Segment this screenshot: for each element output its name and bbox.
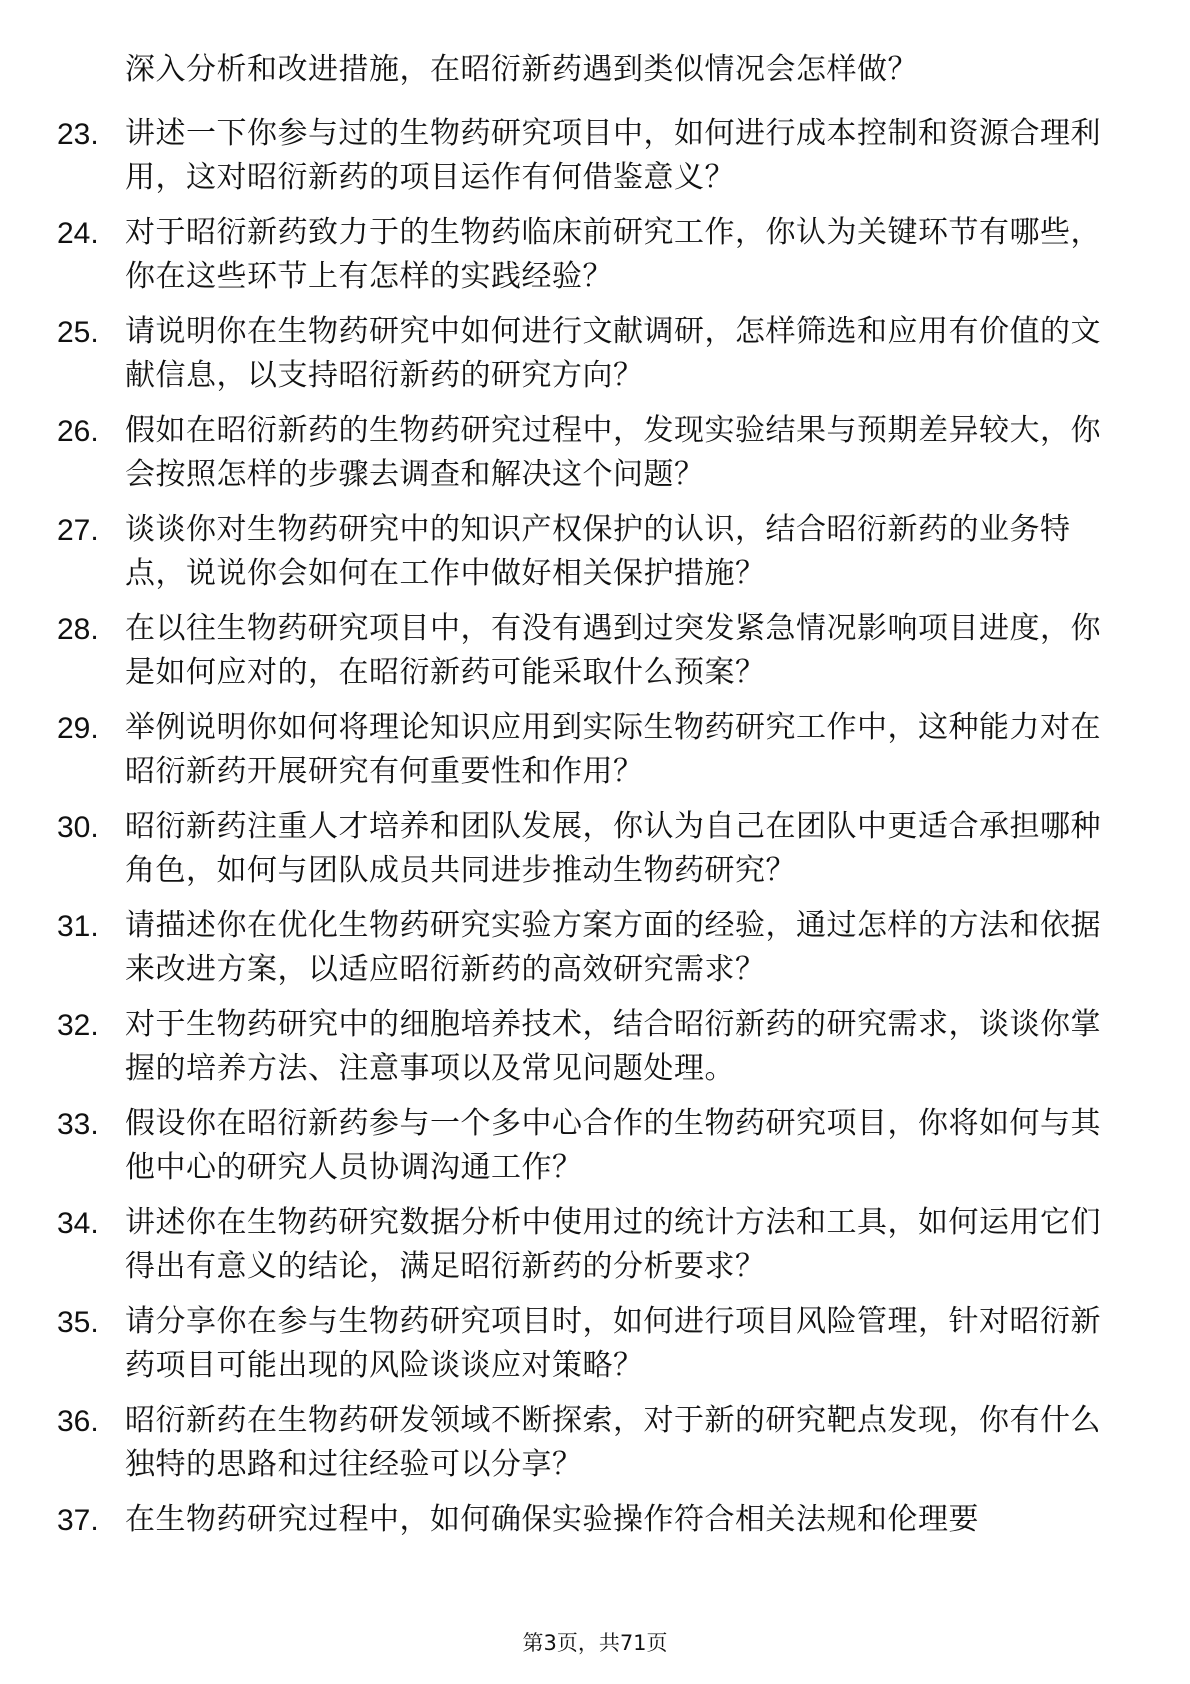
question-item <box>57 112 1117 211</box>
question-text: 在生物药研究过程中，如何确保实验操作符合相关法规和伦理要 <box>125 1502 979 1537</box>
question-number: 28. <box>57 613 99 646</box>
question-text: 讲述一下你参与过的生物药研究项目中，如何进行成本控制和资源合理利用，这对昭衍新药的项目运作有何借鉴意义？ <box>125 116 1101 195</box>
question-item <box>57 1003 1117 1102</box>
question-item <box>57 409 1117 508</box>
question-item <box>57 1399 1117 1498</box>
question-item <box>57 211 1117 310</box>
question-number: 37. <box>57 1504 99 1537</box>
question-item <box>57 706 1117 805</box>
question-item <box>57 904 1117 1003</box>
question-text: 昭衍新药注重人才培养和团队发展，你认为自己在团队中更适合承担哪种角色，如何与团队成员共同进步推动生物药研究？ <box>125 809 1101 888</box>
question-text: 谈谈你对生物药研究中的知识产权保护的认识，结合昭衍新药的业务特点，说说你会如何在工作中做好相关保护措施？ <box>125 512 1071 591</box>
question-text: 在以往生物药研究项目中，有没有遇到过突发紧急情况影响项目进度，你是如何应对的，在昭衍新药可能采取什么预案？ <box>125 611 1101 690</box>
question-item <box>57 1300 1117 1399</box>
question-text: 假设你在昭衍新药参与一个多中心合作的生物药研究项目，你将如何与其他中心的研究人员协调沟通工作？ <box>125 1106 1101 1185</box>
question-item <box>57 805 1117 904</box>
question-text: 讲述你在生物药研究数据分析中使用过的统计方法和工具，如何运用它们得出有意义的结论，满足昭衍新药的分析要求？ <box>125 1205 1101 1284</box>
question-text: 请说明你在生物药研究中如何进行文献调研，怎样筛选和应用有价值的文献信息，以支持昭衍新药的研究方向？ <box>125 314 1101 393</box>
question-item <box>57 1102 1117 1201</box>
question-list <box>57 112 1117 1597</box>
question-text: 请描述你在优化生物药研究实验方案方面的经验，通过怎样的方法和依据来改进方案，以适应昭衍新药的高效研究需求？ <box>125 908 1101 987</box>
question-number: 31. <box>57 910 99 943</box>
question-number: 23. <box>57 118 99 151</box>
question-text: 对于昭衍新药致力于的生物药临床前研究工作，你认为关键环节有哪些，你在这些环节上有怎样的实践经验？ <box>125 215 1101 294</box>
question-number: 35. <box>57 1306 99 1339</box>
question-text: 举例说明你如何将理论知识应用到实际生物药研究工作中，这种能力对在昭衍新药开展研究有何重要性和作用？ <box>125 710 1101 789</box>
question-number: 29. <box>57 712 99 745</box>
question-item <box>57 607 1117 706</box>
question-number: 34. <box>57 1207 99 1240</box>
question-number: 24. <box>57 217 99 250</box>
question-item <box>57 508 1117 607</box>
question-text: 假如在昭衍新药的生物药研究过程中，发现实验结果与预期差异较大，你会按照怎样的步骤去调查和解决这个问题？ <box>125 413 1101 492</box>
question-number: 26. <box>57 415 99 448</box>
continuation-text: 深入分析和改进措施，在昭衍新药遇到类似情况会怎样做？ <box>125 52 918 87</box>
question-number: 33. <box>57 1108 99 1141</box>
question-item <box>57 1201 1117 1300</box>
question-number: 32. <box>57 1009 99 1042</box>
question-text: 昭衍新药在生物药研发领域不断探索，对于新的研究靶点发现，你有什么独特的思路和过往经验可以分享？ <box>125 1403 1101 1482</box>
page-footer: 第3页，共71页 <box>522 1631 668 1655</box>
question-number: 30. <box>57 811 99 844</box>
question-number: 36. <box>57 1405 99 1438</box>
question-item <box>57 1498 1117 1597</box>
question-text: 请分享你在参与生物药研究项目时，如何进行项目风险管理，针对昭衍新药项目可能出现的风险谈谈应对策略？ <box>125 1304 1101 1383</box>
question-number: 25. <box>57 316 99 349</box>
question-number: 27. <box>57 514 99 547</box>
question-text: 对于生物药研究中的细胞培养技术，结合昭衍新药的研究需求，谈谈你掌握的培养方法、注意事项以及常见问题处理。 <box>125 1007 1101 1086</box>
question-item <box>57 310 1117 409</box>
